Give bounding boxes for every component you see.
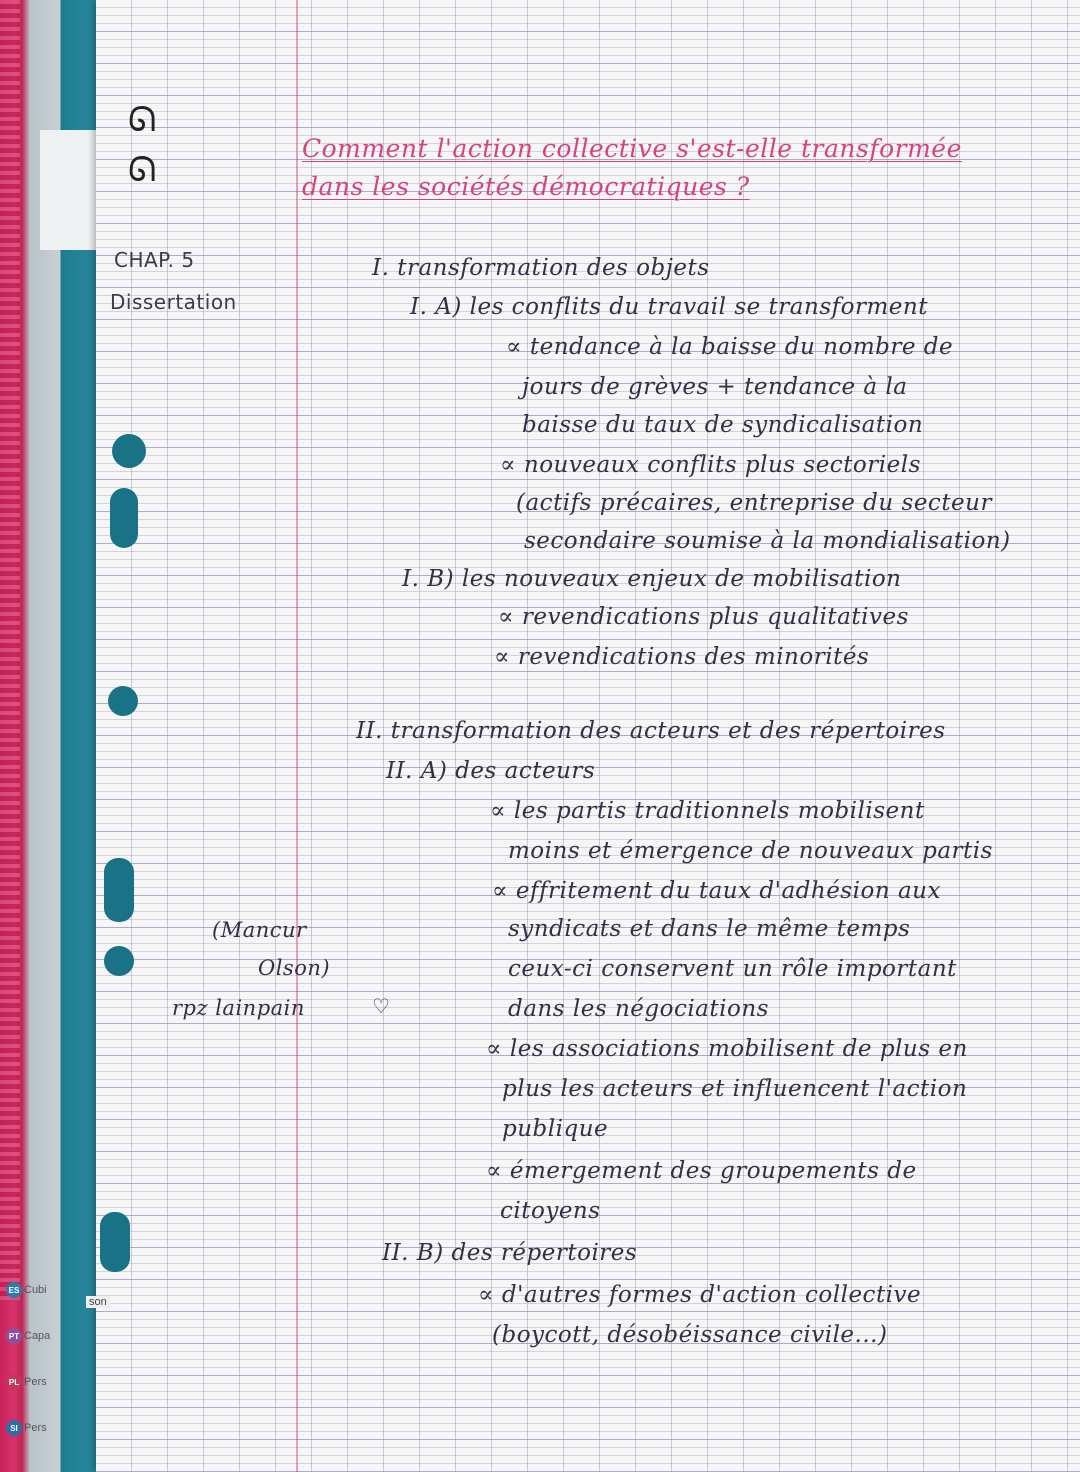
outline-line: syndicats et dans le même temps: [508, 916, 911, 942]
punch-hole: [100, 1212, 130, 1272]
legend-item: [6, 1282, 47, 1298]
legend-item: [6, 1420, 47, 1436]
page-title: dans les sociétés démocratiques ?: [302, 172, 750, 201]
assignment-type: Dissertation: [110, 290, 237, 314]
outline-line: ∝ d'autres formes d'action collective: [478, 1282, 922, 1308]
legend-badge-icon: PL: [6, 1374, 22, 1390]
margin-note: (Mancur: [212, 918, 307, 942]
punch-hole: [110, 488, 138, 548]
outline-subheading: I. B) les nouveaux enjeux de mobilisation: [402, 566, 902, 592]
outline-heading: II. transformation des acteurs et des répertoires: [356, 718, 946, 744]
outline-line: citoyens: [500, 1198, 601, 1224]
outline-line: ∝ tendance à la baisse du nombre de: [506, 334, 954, 360]
legend-label: Pers: [24, 1422, 47, 1434]
outline-subheading: II. B) des répertoires: [382, 1240, 638, 1266]
heart-icon: ♡: [372, 994, 391, 1018]
outline-line: ∝ émergement des groupements de: [486, 1158, 917, 1184]
outline-subheading: I. A) les conflits du travail se transforment: [410, 294, 928, 320]
binder-folder: [0, 0, 110, 1472]
outline-line: secondaire soumise à la mondialisation): [524, 528, 1011, 554]
outline-line: ∝ les partis traditionnels mobilisent: [490, 798, 925, 824]
punch-hole: [112, 434, 146, 468]
page-title: Comment l'action collective s'est-elle transformée: [302, 134, 962, 163]
outline-line: (actifs précaires, entreprise du secteur: [516, 490, 992, 516]
outline-line: (boycott, désobéissance civile...): [492, 1322, 888, 1348]
outline-line: dans les négociations: [508, 996, 769, 1022]
outline-line: baisse du taux de syndicalisation: [522, 412, 924, 438]
outline-line: ceux-ci conservent un rôle important: [508, 956, 957, 982]
outline-subheading: II. A) des acteurs: [386, 758, 596, 784]
punch-hole: [108, 686, 138, 716]
margin-line: [296, 0, 298, 1472]
chapter-label: CHAP. 5: [114, 248, 195, 272]
outline-heading: I. transformation des objets: [372, 255, 710, 281]
outline-line: ∝ nouveaux conflits plus sectoriels: [500, 452, 921, 478]
outline-line: ∝ effritement du taux d'adhésion aux: [492, 878, 941, 904]
margin-note: Olson): [258, 956, 331, 980]
margin-note: rpz lainpain: [172, 996, 305, 1020]
ring-mark-icon: ᘏ: [128, 150, 157, 190]
folder-spine: [0, 0, 20, 1300]
ring-mark-icon: ᘏ: [128, 100, 157, 140]
outline-line: publique: [502, 1116, 609, 1142]
punch-hole: [104, 946, 134, 976]
outline-line: ∝ revendications plus qualitatives: [498, 604, 909, 630]
legend-badge-icon: PT: [6, 1328, 22, 1344]
legend-item: [6, 1328, 50, 1344]
outline-line: plus les acteurs et influencent l'action: [502, 1076, 968, 1102]
outline-line: ∝ revendications des minorités: [494, 644, 870, 670]
punch-hole: [104, 858, 134, 922]
legend-label: Pers: [24, 1376, 47, 1388]
legend-label: Capa: [24, 1330, 51, 1342]
legend-badge-icon: SI: [6, 1420, 22, 1436]
outline-line: moins et émergence de nouveaux partis: [508, 838, 993, 864]
legend-badge-icon: ES: [6, 1282, 22, 1298]
outline-line: ∝ les associations mobilisent de plus en: [486, 1036, 968, 1062]
legend-label: Cubi: [24, 1284, 47, 1296]
outline-line: jours de grèves + tendance à la: [522, 374, 908, 400]
legend-item: [6, 1374, 47, 1390]
folder-tab-label: son: [86, 1296, 110, 1308]
